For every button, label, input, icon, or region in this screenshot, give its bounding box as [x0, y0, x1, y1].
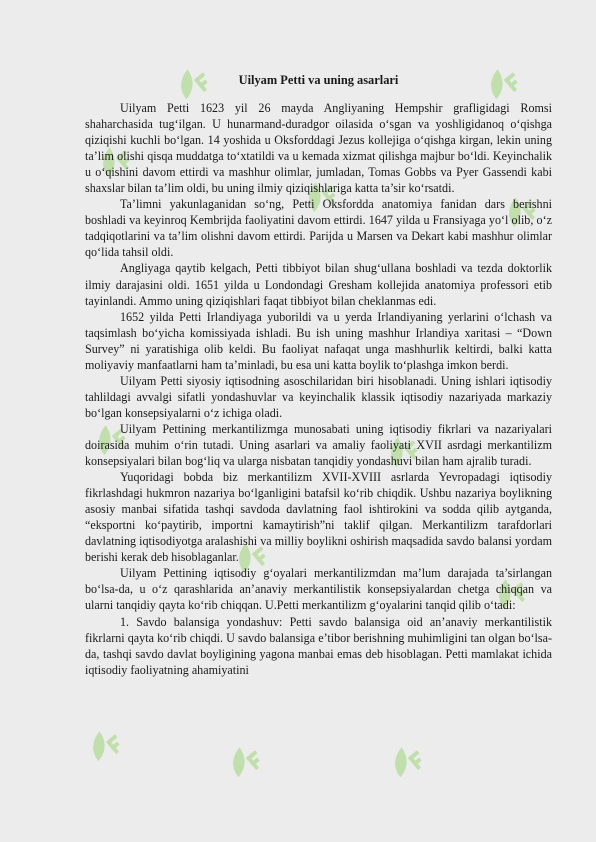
leaf-watermark-icon — [222, 740, 266, 784]
paragraph-6: Uilyam Pettining merkantilizmga munosabati uning iqtisodiy fikrlari va nazariyalari doirasida muhim o‘rin tutadi. Uning asarlari va amaliy faoliyati XVII asrdagi merkantilizm konsepsiyalari bilan bog‘liq va ularga nisbatan tanqidiy yondashuvi bilan ham ajralib turadi. — [85, 421, 552, 469]
paragraph-9: 1. Savdo balansiga yondashuv: Petti savdo balansiga oid an’anaviy merkantilistik fikrlarni qayta ko‘rib chiqdi. U savdo balansiga e’tibor berishning muhimligini tan olgan bo‘lsa-da, tashqi savdo davlat boyligining yagona manbai emas deb hisoblagan. Petti mamlakat ichida iqtisodiy faoliyatning ahamiyatini — [85, 614, 552, 677]
leaf-watermark-icon — [384, 740, 428, 784]
paragraph-5: Uilyam Petti siyosiy iqtisodning asoschilaridan biri hisoblanadi. Uning ishlari iqtisodiy tahlildagi avvalgi sifatli yondashuvlar va keyinchalik klassik iqtisodiy nazariyada markaziy bo‘lgan konsepsiyalarni o‘z ichiga oladi. — [85, 373, 552, 420]
paragraph-1: Uilyam Petti 1623 yil 26 mayda Angliyaning Hempshir grafligidagi Romsi shaharchasida tug‘ilgan. U hunarmand-duradgor oilasida o‘sgan va yoshligidanoq o‘qishga qiziqishi kuchli bo‘lgan. 14 yoshida u Oksforddagi Jezus kollejiga o‘qishga kirgan, lekin uning ta’lim olishi qisqa muddatga to‘xtatildi va u kemada xizmat qilishga majbur bo‘ldi. Keyinchalik u o‘qishini davom ettirdi va mashhur olimlar, jumladan, Tomas Gobbs va Pyer Gassendi kabi shaxslar bilan ta’lim oldi, bu uning ilmiy qiziqishlariga katta ta’sir ko‘rsatdi. — [85, 101, 552, 196]
document-body — [85, 72, 552, 678]
paragraph-8: Uilyam Pettining iqtisodiy g‘oyalari merkantilizmdan ma’lum darajada ta’sirlangan bo‘lsa-da, u o‘z qarashlarida an’anaviy merkantilistik konsepsiyalardan chetga chiqqan va ularni tanqidiy qayta ko‘rib chiqqan. U.Petti merkantilizm g‘oyalarini tanqid qilib o‘tadi: — [85, 566, 552, 613]
paragraph-4: 1652 yilda Petti Irlandiyaga yuborildi va u yerda Irlandiyaning yerlarini o‘lchash va taqsimlash bo‘yicha komissiyada ishladi. Bu ish uning mashhur Irlandiya xaritasi – “Down Survey” ni yaratishiga olib keldi. Bu faoliyat nafaqat unga mashhurlik keltirdi, balki katta moliyaviy manfaatlarni ham ta’minladi, bu esa uni katta boylik to‘plashga imkon berdi. — [85, 309, 552, 372]
paragraph-7: Yuqoridagi bobda biz merkantilizm XVII-XVIII asrlarda Yevropadagi iqtisodiy fikrlashdagi hukmron nazariya bo‘lganligini batafsil ko‘rib chiqdik. Ushbu nazariya boylikning asosiy manbai sifatida tashqi savdoda davlatning faol ishtirokini va sodda qilib aytganda, “eksportni ko‘paytirib, importni kamaytirish”ni taklif qilgan. Merkantilizm tarafdorlari davlatning iqtisodiyotga aralashishi va milliy boylikni oshirish maqsadida savdo balansi yordam berishi kerak deb hisoblaganlar. — [85, 470, 552, 565]
paragraph-3: Angliyaga qaytib kelgach, Petti tibbiyot bilan shug‘ullana boshladi va tezda doktorlik ilmiy darajasini oldi. 1651 yilda u Londondagi Gresham kollejida anatomiya professori etib tayinlandi. Ammo uning qiziqishlari faqat tibbiyot bilan cheklanmas edi. — [85, 261, 552, 308]
leaf-watermark-icon — [82, 724, 126, 768]
paragraph-2: Ta’limni yakunlaganidan so‘ng, Petti Oksfordda anatomiya fanidan dars berishni boshladi va keyinroq Kembrijda faoliyatini davom ettirdi. 1647 yilda u Fransiyaga yo‘l olib, o‘z tadqiqotlarini va ta’lim olishni davom ettirdi. Parijda u Marsen va Dekart kabi mashhur olimlar qo‘lida tahsil oldi. — [85, 197, 552, 260]
document-title: Uilyam Petti va uning asarlari — [238, 73, 399, 87]
